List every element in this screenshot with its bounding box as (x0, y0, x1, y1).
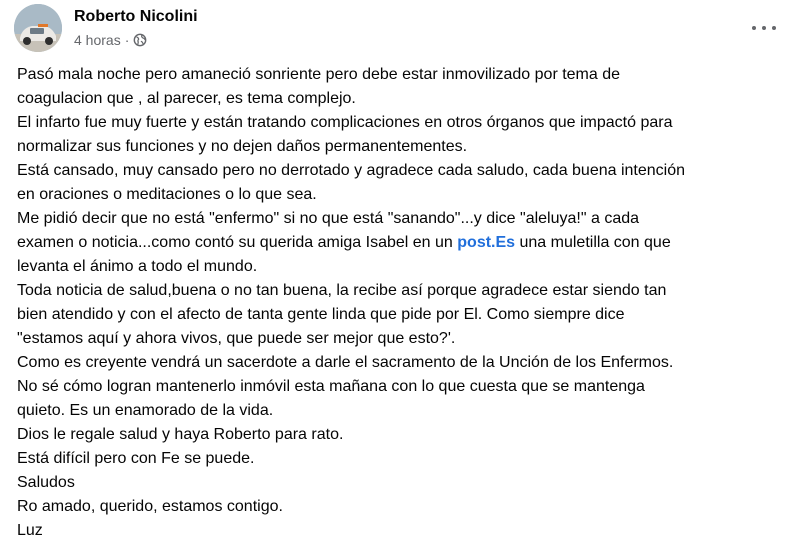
post-header (14, 4, 786, 56)
post-text-line (17, 231, 787, 255)
post-meta (74, 7, 198, 49)
post-text-line: en oraciones o meditaciones o lo que sea. (17, 186, 317, 203)
meta-separator: · (124, 32, 130, 48)
author-avatar[interactable] (14, 4, 62, 52)
post-text-line: Toda noticia de salud,buena o no tan buena, la recibe así porque agradece estar siendo tan (17, 282, 667, 299)
post-text-line: Está difícil pero con Fe se puede. (17, 450, 255, 467)
post-text-line: Está cansado, muy cansado pero no derrotado y agradece cada saludo, cada buena intención (17, 162, 686, 179)
more-dot (752, 26, 756, 30)
post-text-line: Saludos (17, 474, 75, 491)
post-text-line: Dios le regale salud y haya Roberto para rato. (17, 426, 344, 443)
post-text-line: Pasó mala noche pero amaneció sonriente pero debe estar inmovilizado por tema de (17, 66, 621, 83)
more-options-icon[interactable] (752, 18, 776, 38)
post-timestamp[interactable]: 4 horas (74, 32, 121, 48)
post-text-line: quieto. Es un enamorado de la vida. (17, 402, 274, 419)
post-text-line: Luz (17, 522, 43, 539)
post-text-line: Me pidió decir que no está "enfermo" si no que está "sanando"...y dice "aleluya!" a cada (17, 210, 640, 227)
post-text-line: normalizar sus funciones y no dejen daños permanentementes. (17, 138, 468, 155)
post-body (17, 63, 787, 543)
author-name[interactable]: Roberto Nicolini (74, 8, 198, 25)
more-dot (762, 26, 766, 30)
post-link[interactable]: post.Es (457, 234, 516, 251)
post-text-line: coagulacion que , al parecer, es tema complejo. (17, 90, 356, 107)
post-subline (74, 31, 198, 49)
post-text-line: "estamos aquí y ahora vivos, que puede ser mejor que esto?'. (17, 330, 456, 347)
post-text-line: Ro amado, querido, estamos contigo. (17, 498, 283, 515)
more-dot (772, 26, 776, 30)
post-text-segment: una muletilla con que (515, 234, 671, 251)
post-text-line: Como es creyente vendrá un sacerdote a darle el sacramento de la Unción de los Enfermos. (17, 354, 674, 371)
post-text-segment: examen o noticia...como contó su querida amiga Isabel en un (17, 234, 458, 251)
post-text-line: El infarto fue muy fuerte y están tratando complicaciones en otros órganos que impactó para (17, 114, 673, 131)
globe-icon[interactable] (133, 33, 147, 47)
avatar-car-icon (14, 4, 62, 52)
post-text-line: bien atendido y con el afecto de tanta gente linda que pide por El. Como siempre dice (17, 306, 625, 323)
post-text-line: No sé cómo logran mantenerlo inmóvil esta mañana con lo que cuesta que se mantenga (17, 378, 645, 395)
post-text-line: levanta el ánimo a todo el mundo. (17, 258, 258, 275)
